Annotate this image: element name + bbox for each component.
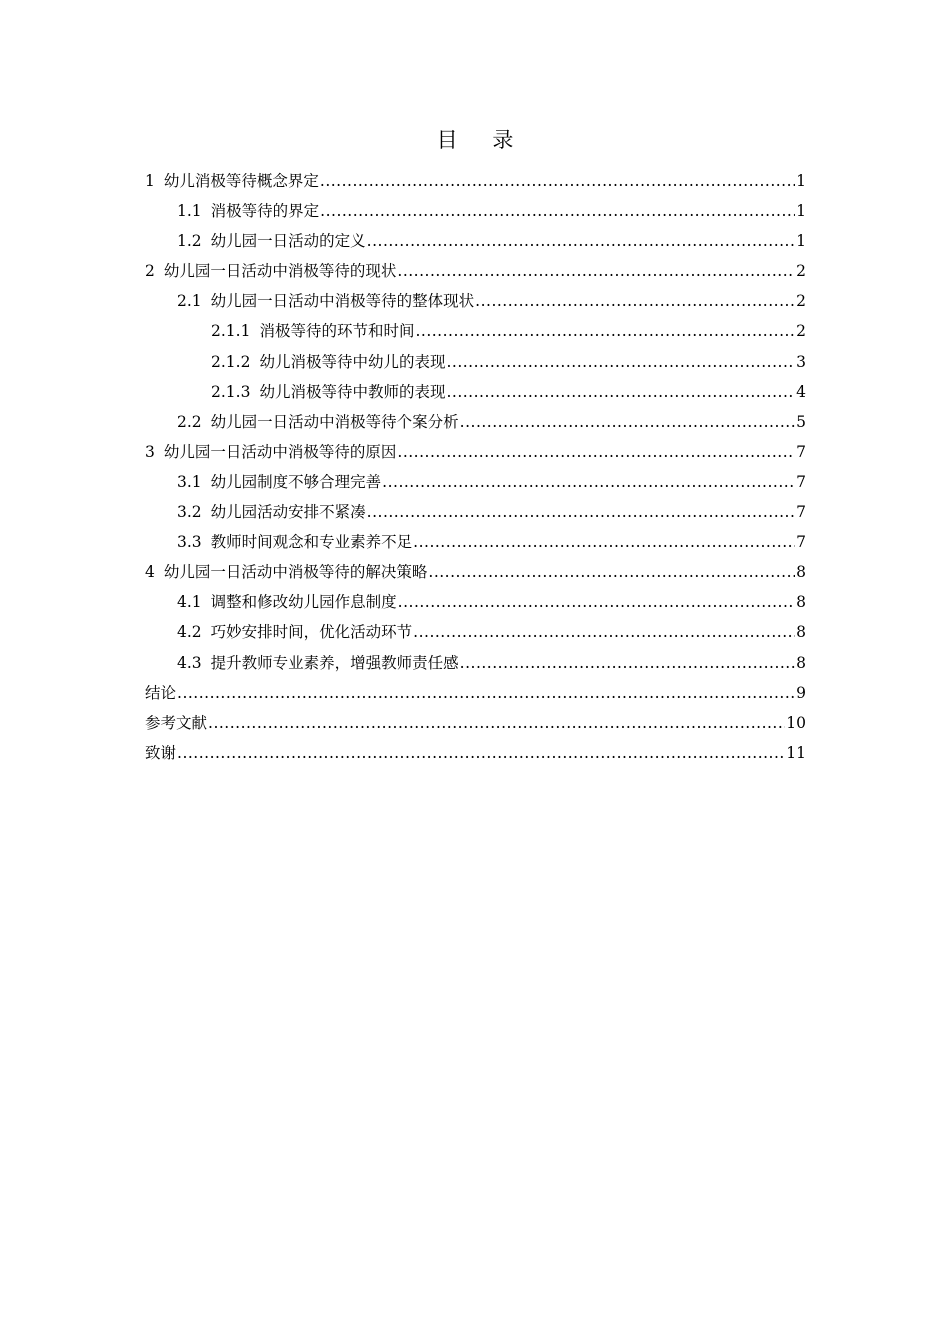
toc-entry[interactable]: [145, 708, 806, 738]
toc-entry-page-number: 9: [796, 683, 806, 702]
toc-entry-page-number: 1: [796, 172, 806, 190]
toc-entry-title: 提升教师专业素养，增强教师责任感: [210, 653, 459, 672]
toc-entry-page-number: 8: [796, 593, 806, 612]
dot-leader: [320, 166, 795, 196]
toc-entry-number: 2.2: [177, 412, 202, 431]
toc-entry-page-number: 8: [796, 563, 806, 582]
dot-leader: [415, 316, 795, 346]
toc-entry-title: 调整和修改幼儿园作息制度: [210, 593, 397, 612]
toc-entry[interactable]: [145, 557, 806, 587]
toc-entry-title: 幼儿园活动安排不紧凑: [210, 503, 366, 522]
toc-entry-number: 4.1: [177, 593, 202, 612]
toc-entry-page-number: 8: [796, 623, 806, 642]
toc-entry-page-number: 11: [786, 743, 806, 762]
toc-entry[interactable]: [145, 527, 806, 557]
toc-entry-title: 幼儿园一日活动中消极等待的整体现状: [210, 292, 475, 311]
dot-leader: [460, 648, 795, 678]
toc-entry-page-number: 7: [796, 533, 806, 552]
toc-entry[interactable]: [145, 316, 806, 346]
toc-entry-page-number: 4: [796, 382, 806, 401]
toc-entry-page-number: 10: [786, 713, 806, 732]
toc-entry[interactable]: [145, 166, 806, 196]
toc-entry[interactable]: [145, 437, 806, 467]
toc-entry-title: 消极等待的环节和时间: [259, 322, 415, 341]
toc-entry[interactable]: [145, 617, 806, 647]
toc-entry-number: 2.1.2: [211, 352, 251, 371]
toc-entry-title: 参考文献: [145, 713, 208, 732]
toc-entry[interactable]: [145, 738, 806, 768]
toc-entry-page-number: 1: [796, 202, 806, 221]
dot-leader: [413, 527, 795, 557]
toc-entry-page-number: 2: [796, 262, 806, 281]
toc-entry-number: 3.1: [177, 472, 202, 491]
toc-entry-page-number: 7: [796, 442, 806, 461]
toc-entry[interactable]: [145, 286, 806, 316]
dot-leader: [398, 587, 795, 617]
toc-entry-title: 幼儿园一日活动中消极等待的解决策略: [163, 563, 428, 582]
toc-entry-number: 3.3: [177, 533, 202, 552]
toc-entry-number: 2.1.3: [211, 382, 251, 401]
toc-entry[interactable]: [145, 256, 806, 286]
dot-leader: [446, 347, 795, 377]
toc-entry-title: 致谢: [145, 743, 177, 762]
dot-leader: [177, 678, 795, 708]
dot-leader: [428, 557, 795, 587]
dot-leader: [367, 497, 795, 527]
toc-entry-title: 幼儿园一日活动中消极等待的现状: [163, 262, 397, 281]
toc-entry-title: 幼儿园一日活动中消极等待的原因: [163, 442, 397, 461]
toc-entry-title: 结论: [145, 683, 177, 702]
toc-entry-page-number: 3: [796, 352, 806, 371]
dot-leader: [397, 256, 795, 286]
toc-entry-page-number: 2: [796, 292, 806, 311]
toc-entry-number: 4.2: [177, 623, 202, 642]
toc-entry-number: 4.3: [177, 653, 202, 672]
toc-entry[interactable]: [145, 497, 806, 527]
toc-entry-page-number: 7: [796, 472, 806, 491]
toc-entry-number: 1.2: [177, 232, 202, 251]
toc-entry-page-number: 2: [796, 322, 806, 341]
dot-leader: [413, 617, 795, 647]
toc-entry-title: 巧妙安排时间，优化活动环节: [210, 623, 413, 642]
toc-entry-title: 幼儿消极等待概念界定: [163, 172, 319, 190]
toc-entry-title: 幼儿消极等待中幼儿的表现: [259, 352, 446, 371]
toc-entry-page-number: 7: [796, 503, 806, 522]
toc-entry-number: 3: [145, 442, 155, 461]
toc-entry[interactable]: [145, 648, 806, 678]
dot-leader: [446, 377, 795, 407]
toc-entry-title: 幼儿园制度不够合理完善: [210, 472, 382, 491]
toc-entry[interactable]: [145, 678, 806, 708]
dot-leader: [177, 738, 785, 768]
toc-list: [145, 166, 806, 768]
toc-entry-title: 幼儿园一日活动中消极等待个案分析: [210, 412, 459, 431]
toc-entry[interactable]: [145, 407, 806, 437]
dot-leader: [382, 467, 795, 497]
toc-entry-number: 1: [145, 172, 155, 190]
toc-entry[interactable]: [145, 377, 806, 407]
toc-entry[interactable]: [145, 196, 806, 226]
toc-entry-number: 3.2: [177, 503, 202, 522]
toc-entry-title: 幼儿消极等待中教师的表现: [259, 382, 446, 401]
toc-entry[interactable]: [145, 347, 806, 377]
toc-entry-number: 2: [145, 262, 155, 281]
toc-entry-number: 2.1: [177, 292, 202, 311]
dot-leader: [460, 407, 795, 437]
toc-entry-title: 消极等待的界定: [210, 202, 320, 221]
dot-leader: [208, 708, 785, 738]
toc-entry-page-number: 8: [796, 653, 806, 672]
toc-entry-title: 幼儿园一日活动的定义: [210, 232, 366, 251]
toc-entry-number: 4: [145, 563, 155, 582]
dot-leader: [475, 286, 795, 316]
dot-leader: [397, 437, 795, 467]
toc-title: 目 录: [436, 128, 528, 152]
dot-leader: [320, 196, 795, 226]
toc-entry[interactable]: [145, 467, 806, 497]
toc-entry-page-number: 1: [796, 232, 806, 251]
toc-entry-number: 2.1.1: [211, 322, 251, 341]
toc-entry[interactable]: [145, 587, 806, 617]
toc-entry-number: 1.1: [177, 202, 202, 221]
dot-leader: [367, 226, 795, 256]
toc-entry-page-number: 5: [796, 412, 806, 431]
toc-entry-title: 教师时间观念和专业素养不足: [210, 533, 413, 552]
toc-entry[interactable]: [145, 226, 806, 256]
